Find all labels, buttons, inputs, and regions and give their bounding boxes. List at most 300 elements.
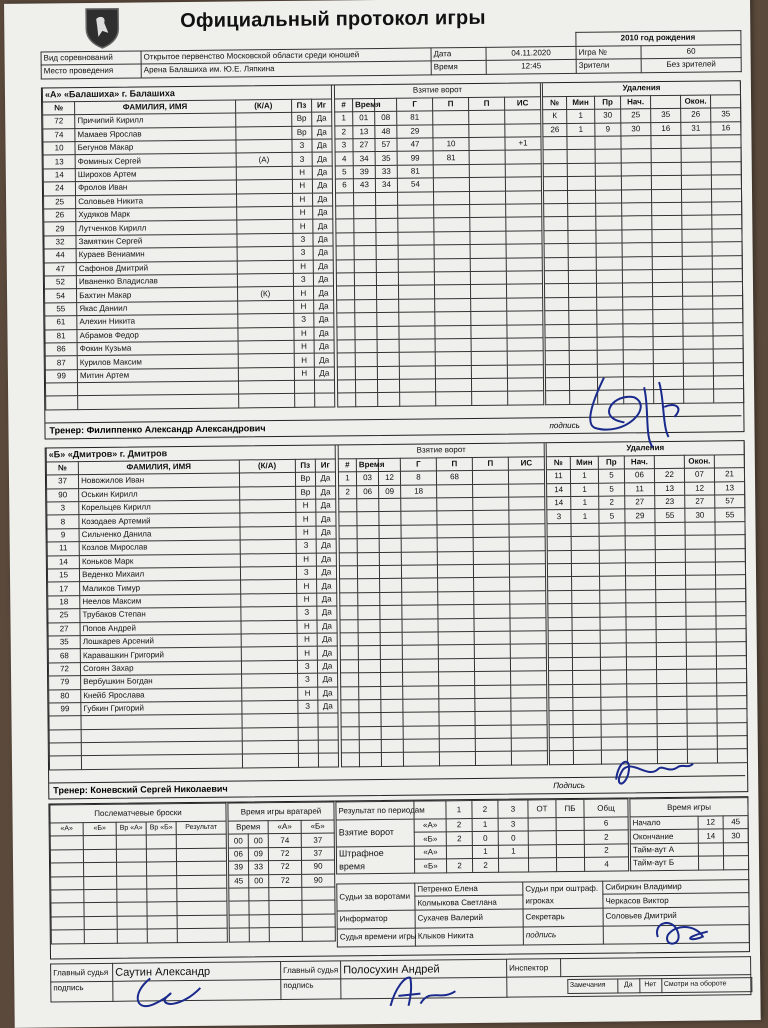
player-cell (236, 139, 292, 153)
gk-cell: 72 (269, 861, 302, 875)
gk-header: «А» (268, 820, 301, 834)
goal-cell (505, 150, 541, 164)
goal-cell: 99 (397, 151, 433, 165)
period-cell: 2 (447, 859, 473, 873)
player-cell: Н (293, 260, 313, 274)
player-cell: Н (293, 300, 313, 314)
player-cell: Да (316, 579, 336, 593)
goals-header: П (469, 97, 505, 111)
ref2-signature (370, 967, 460, 1014)
goal-cell (472, 470, 508, 484)
goal-judges-label: Судьи за воротами (337, 883, 415, 911)
goal-cell: 03 (356, 472, 378, 486)
penalty-cell: 3 (547, 510, 571, 524)
goal-cell (505, 123, 541, 137)
goals-header: Г (400, 458, 436, 472)
goal-cell: 34 (353, 152, 375, 166)
period-cell: 1 (498, 845, 528, 859)
gk-row (229, 900, 335, 915)
player-cell: Н (294, 340, 314, 354)
gk-cell: 33 (249, 861, 269, 875)
period-cell (498, 858, 528, 872)
ref1-signature (120, 968, 211, 1019)
period-cell: «Б» (415, 859, 447, 873)
penalty-cell: 5 (598, 469, 624, 483)
period-cell: «Б» (414, 832, 446, 846)
player-cell: Фокин Кузьма (77, 341, 238, 356)
coach-name: Тренер: Филиппенко Александр Александрович (45, 417, 545, 438)
player-cell (238, 327, 294, 341)
goal-cell (433, 164, 469, 178)
penalty-cell: 5 (599, 509, 625, 523)
player-cell: Веденко Михаил (80, 567, 241, 582)
spectators-label: Зрители (576, 59, 641, 73)
penalty-cell: 21 (714, 468, 744, 482)
gk-cell: 00 (249, 874, 269, 888)
teamB-goals (338, 443, 548, 767)
period-cell: 2 (446, 819, 472, 833)
end-label: Окончание (630, 830, 698, 844)
competition-label: Вид соревнований (41, 51, 141, 65)
player-cell: Н (296, 513, 316, 527)
goal-cell: 6 (335, 179, 353, 193)
penalty-cell: 35 (711, 108, 741, 122)
period-row-label: Взятие ворот (336, 819, 414, 847)
player-cell: Маликов Тимур (80, 580, 241, 595)
goal-cell: 34 (375, 179, 397, 193)
player-cell: 99 (49, 703, 81, 717)
player-cell: Да (314, 367, 334, 381)
teamA-goals (334, 83, 544, 407)
competition-value: Открытое первенство Московской области среди юношей (141, 48, 431, 64)
penalty-cell: 25 (621, 109, 651, 123)
gk-row (228, 833, 334, 848)
teamB-penalties (546, 441, 748, 765)
player-cell: Фоминых Сергей (75, 153, 236, 168)
player-cell: 8 (47, 515, 79, 529)
shootout-header: «Б» (83, 822, 116, 836)
player-cell: Н (294, 353, 314, 367)
player-cell: 47 (44, 262, 76, 276)
player-cell: 37 (46, 475, 78, 489)
gk-header: «Б» (301, 820, 334, 834)
player-cell: 90 (47, 488, 79, 502)
player-cell: Сильченко Данила (79, 527, 240, 542)
player-cell: Да (312, 193, 332, 207)
remarks-yes[interactable]: Да (617, 979, 639, 993)
penalty-cell: 1 (571, 496, 599, 510)
roster-header: ФАМИЛИЯ, ИМЯ (75, 100, 236, 115)
periods-header: 1 (446, 801, 472, 819)
player-cell: Да (317, 633, 337, 647)
timeout-a-label: Тайм-аут А (630, 843, 698, 857)
player-cell: З (292, 139, 312, 153)
player-cell: Да (316, 539, 336, 553)
player-cell (239, 513, 295, 527)
player-cell: Н (297, 647, 317, 661)
player-cell: З (293, 233, 313, 247)
period-cell: 2 (472, 859, 498, 873)
goal-cell: 18 (401, 485, 437, 499)
roster-header: Пз (295, 459, 315, 473)
player-cell: Да (317, 646, 337, 660)
player-cell: Да (315, 472, 335, 486)
player-cell: Да (314, 313, 334, 327)
penalty-cell: 1 (571, 483, 599, 497)
player-cell: Новожилов Иван (79, 473, 240, 488)
period-cell (528, 818, 556, 832)
shootout-header: Вр «А» (116, 822, 146, 836)
goal-judge-1: Петренко Елена (415, 882, 523, 897)
ref2-signature-label: подпись (281, 979, 341, 1000)
roster-header: Пз (291, 99, 311, 113)
inspector-label: Инспектор (507, 959, 561, 978)
period-cell: 2 (584, 830, 628, 844)
player-cell (240, 553, 296, 567)
goalie-time-title: Время игры вратарей (228, 802, 334, 821)
period-cell: 3 (498, 818, 528, 832)
player-cell (237, 247, 293, 261)
player-cell (238, 354, 294, 368)
gk-row (229, 887, 335, 902)
player-cell: Неелов Максим (80, 594, 241, 609)
penalties-title: Удаления (542, 81, 740, 96)
roster-header: Иг (311, 99, 331, 113)
goal-cell: 81 (397, 111, 433, 125)
penalty-cell: 9 (595, 123, 621, 137)
player-cell: Да (314, 300, 334, 314)
player-cell: 14 (43, 169, 75, 183)
player-cell (241, 674, 297, 688)
goal-cell: 5 (335, 166, 353, 180)
goal-judge-2: Колмыкова Светлана (415, 895, 523, 910)
player-cell: Да (312, 112, 332, 126)
player-cell: Корельцев Кирилл (79, 500, 240, 515)
team-name: «Б» «Дмитров» г. Дмитров (46, 445, 335, 461)
player-cell: Соловьев Никита (76, 194, 237, 209)
game-time-table (629, 797, 749, 871)
player-cell: Да (313, 219, 333, 233)
player-cell: Лутченков Кирилл (76, 220, 237, 235)
goal-cell (505, 110, 541, 124)
roster-header: № (43, 102, 75, 116)
player-cell (241, 660, 297, 674)
birth-year: 2010 год рождения (575, 31, 740, 46)
player-cell: 15 (47, 569, 79, 583)
goals-header: П (433, 97, 469, 111)
roster-header: Иг (315, 459, 335, 473)
shootout-table (49, 803, 227, 944)
player-cell: Согоян Захар (81, 661, 242, 676)
penalty-cell: 35 (651, 109, 681, 123)
time-value: 12:45 (486, 60, 576, 74)
player-cell: Н (292, 179, 312, 193)
player-cell: 17 (48, 582, 80, 596)
goals-header: ИС (505, 97, 541, 111)
officials-signature-label: подпись (523, 926, 603, 945)
period-cell (556, 831, 584, 845)
goal-cell: 57 (375, 138, 397, 152)
coach-a-signature (564, 367, 695, 458)
player-cell (237, 314, 293, 328)
goals-header: Время (356, 458, 378, 472)
remarks-label: Замечания (567, 979, 617, 993)
player-cell: Да (313, 273, 333, 287)
player-cell: 24 (43, 182, 75, 196)
player-cell: Вербушкин Богдан (81, 674, 242, 689)
period-cell: 1 (472, 818, 498, 832)
gk-row (229, 927, 335, 942)
player-cell (235, 113, 291, 127)
player-cell: Н (297, 620, 317, 634)
player-cell: Да (313, 286, 333, 300)
shootout-header: «А» (50, 823, 83, 837)
player-cell: 55 (45, 302, 77, 316)
roster-header: (К/А) (239, 459, 295, 473)
gk-cell: 00 (248, 834, 268, 848)
player-cell: Лошкарев Арсений (80, 634, 241, 649)
period-cell: «А» (414, 819, 446, 833)
penalty-cell: 16 (711, 121, 741, 135)
start-min: 45 (723, 816, 748, 830)
penalties-header (711, 95, 741, 109)
penalty-cell: 2 (599, 496, 625, 510)
player-cell: З (296, 566, 316, 580)
player-cell: Н (297, 633, 317, 647)
player-cell: З (293, 246, 313, 260)
goal-cell: 43 (353, 179, 375, 193)
penalty-cell: 31 (681, 122, 711, 136)
gk-cell: 45 (229, 874, 249, 888)
player-cell: З (296, 539, 316, 553)
player-cell: Сафонов Дмитрий (76, 261, 237, 276)
period-cell: 2 (446, 832, 472, 846)
player-cell: 72 (48, 662, 80, 676)
penalties-title: Удаления (546, 441, 744, 456)
period-cell (556, 858, 584, 872)
shootout-header: Вр «Б» (146, 822, 176, 836)
player-cell (237, 273, 293, 287)
gk-row (228, 847, 334, 862)
gk-cell: 90 (302, 860, 335, 874)
period-cell (528, 831, 556, 845)
player-cell: 86 (45, 343, 77, 357)
penalties-header: Нач. (624, 456, 654, 470)
player-cell: Да (318, 700, 338, 714)
player-cell (238, 367, 294, 381)
secretary: Соловьев Дмитрий (603, 906, 749, 926)
player-cell: Абрамов Федор (77, 328, 238, 343)
player-cell: 79 (49, 676, 81, 690)
goal-cell (505, 177, 541, 191)
goal-cell: 47 (397, 138, 433, 152)
goals-header: Время (353, 98, 375, 112)
player-cell: 11 (47, 542, 79, 556)
time-label: Время (431, 61, 486, 75)
player-cell: 52 (44, 276, 76, 290)
player-cell (239, 499, 295, 513)
penalty-cell: К (543, 110, 567, 124)
timeout-b-label: Тайм-аут Б (630, 856, 698, 870)
player-cell (239, 486, 295, 500)
goal-cell: 54 (397, 178, 433, 192)
goal-cell: 2 (339, 485, 357, 499)
penalty-cell: 13 (655, 482, 685, 496)
penalty-cell: 11 (546, 470, 570, 484)
goal-cell: 3 (335, 139, 353, 153)
coach-signature-label: подпись (545, 415, 741, 433)
player-cell: Худяков Марк (76, 207, 237, 222)
periods-header: Общ (584, 799, 628, 817)
player-cell: (А) (236, 153, 292, 167)
penalty-cell: 27 (685, 495, 715, 509)
player-cell: 25 (44, 195, 76, 209)
period-cell (528, 858, 556, 872)
player-cell (236, 180, 292, 194)
player-cell: Да (312, 179, 332, 193)
player-cell (237, 300, 293, 314)
player-cell: Н (292, 193, 312, 207)
periods-header: ОТ (528, 800, 556, 818)
player-cell: Кураев Вениамин (76, 247, 237, 262)
player-cell: 25 (48, 609, 80, 623)
team-name: «А» «Балашиха» г. Балашиха (42, 85, 331, 101)
player-cell: 81 (45, 329, 77, 343)
penalty-cell: 26 (543, 123, 567, 137)
penalty-cell: 12 (685, 482, 715, 496)
penalties-header: Пр (595, 96, 621, 110)
see-reverse: Смотри на обороте (661, 978, 751, 992)
player-cell (241, 620, 297, 634)
goal-cell: 09 (379, 485, 401, 499)
player-cell: Н (292, 166, 312, 180)
venue-label: Место проведения (41, 64, 141, 78)
player-cell: Да (313, 260, 333, 274)
goals-header: Г (397, 98, 433, 112)
player-cell: Да (318, 686, 338, 700)
player-cell: Да (314, 340, 334, 354)
player-cell (240, 607, 296, 621)
goal-cell: 01 (353, 112, 375, 126)
player-cell (240, 566, 296, 580)
penalties-header: № (543, 96, 567, 110)
goal-cell (469, 137, 505, 151)
player-cell (239, 473, 295, 487)
player-cell (236, 193, 292, 207)
player-cell: 68 (48, 649, 80, 663)
player-cell: З (297, 660, 317, 674)
player-cell: Козлов Мирослав (79, 540, 240, 555)
player-cell (236, 166, 292, 180)
penalty-cell: 07 (684, 468, 714, 482)
goal-cell: 10 (433, 138, 469, 152)
player-cell: Коньков Марк (79, 554, 240, 569)
penalties-header (714, 455, 744, 469)
player-cell: Да (313, 206, 333, 220)
penalty-judges-label: Судьи при оштраф. игроках (523, 881, 603, 909)
remarks-no[interactable]: Нет (639, 979, 661, 993)
player-cell: Оськин Кирилл (79, 487, 240, 502)
player-cell: Трубаков Степан (80, 607, 241, 622)
period-cell (556, 817, 584, 831)
coach-name: Тренер: Коневский Сергей Николаевич (49, 777, 549, 798)
goal-cell (508, 470, 544, 484)
player-cell: Да (316, 553, 336, 567)
start-hour: 12 (698, 816, 723, 830)
penalty-cell: 5 (599, 483, 625, 497)
periods-header: 3 (498, 800, 528, 818)
player-cell: Курилов Максим (77, 354, 238, 369)
goal-row (338, 391, 544, 407)
penalties-header (654, 455, 684, 469)
gk-cell: 00 (228, 834, 248, 848)
player-cell (240, 593, 296, 607)
goal-cell: 8 (400, 471, 436, 485)
summary-section (48, 796, 750, 959)
ref1-signature-label: подпись (51, 981, 113, 1002)
gk-row (229, 860, 335, 875)
player-cell: Губкин Григорий (81, 701, 242, 716)
player-cell: Да (314, 327, 334, 341)
period-cell: «А» (414, 846, 446, 860)
period-cell (446, 845, 472, 859)
player-cell: Н (296, 499, 316, 513)
player-cell: Козодаев Артемий (79, 513, 240, 528)
player-cell: 3 (47, 502, 79, 516)
roster-header: (К/А) (235, 99, 291, 113)
player-cell: Да (317, 660, 337, 674)
player-cell: Вр (295, 486, 315, 500)
goal-cell (469, 151, 505, 165)
gk-cell: 74 (268, 834, 301, 848)
penalty-cell: 1 (567, 110, 595, 124)
gk-cell: 72 (268, 847, 301, 861)
player-cell: З (297, 606, 317, 620)
player-cell (241, 700, 297, 714)
goal-cell: 68 (436, 471, 472, 485)
penalty-cell: 29 (625, 509, 655, 523)
end-min: 30 (723, 829, 748, 843)
goal-cell: +1 (505, 137, 541, 151)
player-cell: 13 (43, 155, 75, 169)
player-cell: Н (293, 287, 313, 301)
player-cell: Кнейб Ярослава (81, 687, 242, 702)
goal-cell (509, 483, 545, 497)
player-cell: Причипий Кирилл (75, 113, 236, 128)
player-cell (241, 687, 297, 701)
penalty-cell: 30 (595, 109, 621, 123)
player-cell: Да (316, 566, 336, 580)
penalties-header: Окон. (681, 95, 711, 109)
penalty-cell: 13 (715, 481, 745, 495)
goals-header: ИС (508, 457, 544, 471)
player-cell: Широхов Артем (75, 167, 236, 182)
date-label: Дата (431, 47, 486, 61)
penalties-header: Мин (570, 456, 598, 470)
player-cell: Н (297, 687, 317, 701)
goal-cell: 12 (378, 472, 400, 486)
goal-cell: 08 (375, 112, 397, 126)
gk-row (229, 874, 335, 889)
secretary-signature (648, 906, 718, 953)
player-cell: 26 (44, 209, 76, 223)
player-cell (241, 633, 297, 647)
player-cell: Да (312, 166, 332, 180)
player-cell: 10 (43, 142, 75, 156)
player-cell: Да (315, 486, 335, 500)
penalty-cell: 26 (681, 108, 711, 122)
player-cell: Алехин Никита (77, 314, 238, 329)
